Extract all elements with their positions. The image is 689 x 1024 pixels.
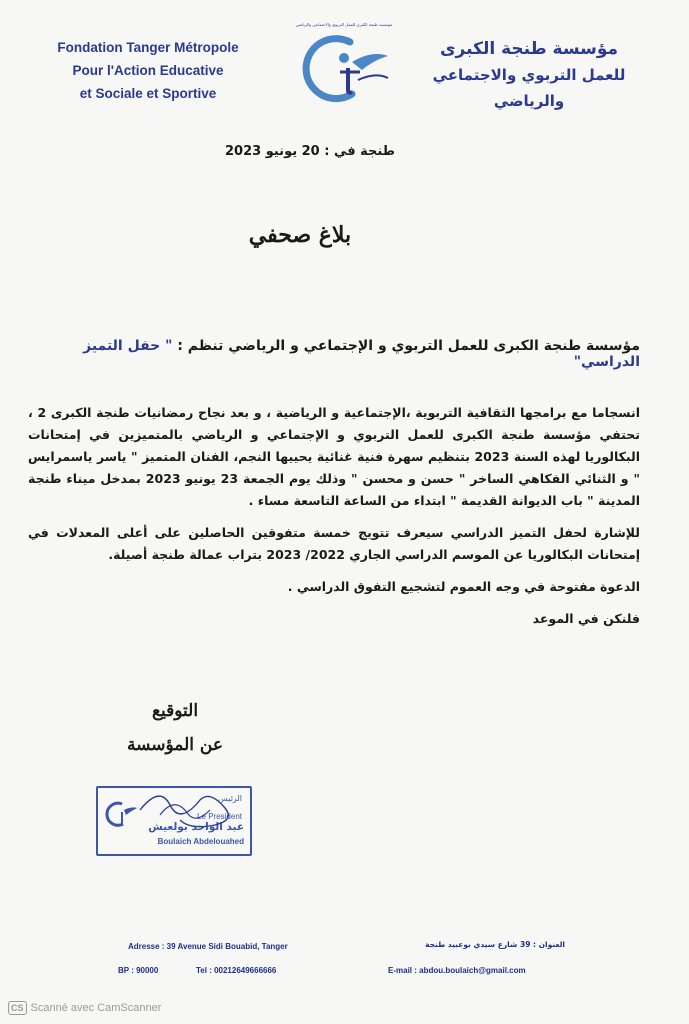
stamp-ar-title: الرئيس <box>218 794 242 803</box>
header-fr-line3: et Sociale et Sportive <box>79 86 217 101</box>
footer-address-ar: العنوان : 39 شارع سيدي بوعبيد طنجة <box>425 940 565 949</box>
logo-top-text: مؤسسة طنجة الكبرى للعمل التربوي والاجتماعي والرياضي <box>295 22 393 27</box>
header-ar-line1: مؤسسة طنجة الكبرى <box>439 39 619 59</box>
subject-event: " حفل التميز الدراسي" <box>83 338 640 370</box>
footer-email: E-mail : abdou.boulaich@gmail.com <box>388 966 526 975</box>
body-text <box>28 402 640 630</box>
body-paragraph-2: للإشارة لحفل التميز الدراسي سيعرف تتويج خمسة متفوقين الحاصلين على أعلى المعدلات في إمتحانات البكالوريا عن الموسم الدراسي الجاري 2022/ 2023 بتراب عمالة طنجة أصيلة. <box>28 525 640 562</box>
stamp-ar-name: عبد الواحد بولعيش <box>148 821 244 833</box>
stamp-fr-name: Boulaich Abdelouahed <box>157 837 244 846</box>
header-arabic <box>409 36 649 114</box>
handwritten-signature-icon <box>130 780 250 840</box>
footer-tel: Tel : 00212649666666 <box>196 966 277 975</box>
subject-prefix: مؤسسة طنجة الكبرى للعمل التربوي و الإجتماعي و الرياضي تنظم : <box>177 338 640 354</box>
document-title: بلاغ صحفي <box>248 222 352 248</box>
footer <box>0 938 689 978</box>
body-paragraph-1: انسجاما مع برامجها الثقافية التربوية ،الإجتماعية و الرياضية ، و بعد نجاح رمضانيات طنجة الكبرى 2 ، تحتفي مؤسسة طنجة الكبرى للعمل التربوي و الإجتماعي و الرياضي بالمتميزين في إمتحانات البكالوريا لهذه السنة 2023 بتنظيم سهرة فنية غنائية يحييها النجم، الفنان المتميز " ياسر ياسمرايس " و الثنائي الفكاهي الساخر " حسن و محسن " وذلك يوم الجمعة 23 يونيو 2023 بمدخل ميناء طنجة المدينة " باب الديوانة القديمة " ابتداء من الساعة التاسعة مساء . <box>28 405 641 508</box>
stamp-fr-title: Le President <box>197 812 242 821</box>
document-date: طنجة في : 20 يونيو 2023 <box>225 144 395 159</box>
subject-line <box>40 338 640 370</box>
header-french <box>28 36 268 105</box>
footer-address-fr: Adresse : 39 Avenue Sidi Bouabid, Tanger <box>128 942 288 951</box>
scanner-watermark-text: Scanné avec CamScanner <box>30 1002 162 1014</box>
signature-label <box>110 694 240 762</box>
header-ar-line2: للعمل التربوي والاجتماعي والرياضي <box>432 66 626 110</box>
foundation-logo <box>288 20 400 108</box>
camscanner-badge-icon: CS <box>8 1001 27 1015</box>
body-paragraph-4: فلنكن في الموعد <box>532 611 640 626</box>
scanner-watermark <box>8 1001 161 1015</box>
signature-label-1: التوقيع <box>151 701 199 721</box>
header-fr-line2: Pour l'Action Educative <box>72 63 224 78</box>
signature-label-2: عن المؤسسة <box>126 735 224 755</box>
foundation-logo-icon <box>288 20 400 108</box>
footer-bp: BP : 90000 <box>118 966 159 975</box>
body-paragraph-3: الدعوة مفتوحة في وجه العموم لتشجيع التفوق الدراسي . <box>287 579 640 594</box>
header-fr-line1: Fondation Tanger Métropole <box>57 40 239 55</box>
